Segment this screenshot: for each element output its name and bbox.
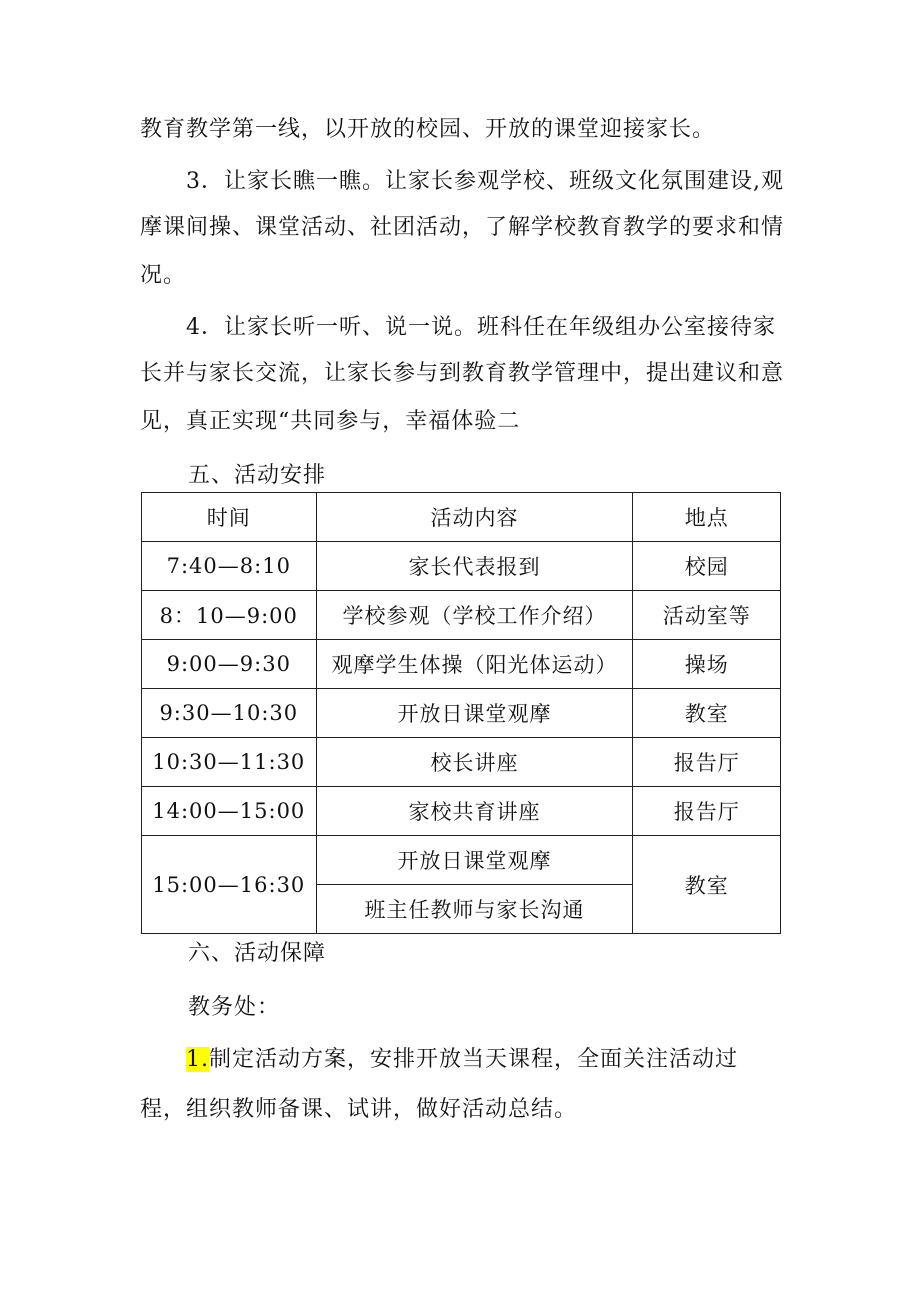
time-cell: 15:00—16:30 xyxy=(142,836,317,934)
table-row xyxy=(142,836,781,885)
time-cell: 9:30—10:30 xyxy=(142,689,317,738)
content-cell: 学校参观（学校工作介绍） xyxy=(316,591,633,640)
paragraph-line: 教育教学第一线，以开放的校园、开放的课堂迎接家长。 xyxy=(140,117,716,142)
content-cell: 开放日课堂观摩 xyxy=(316,836,633,885)
time-cell: 7:40—8:10 xyxy=(142,542,317,591)
place-cell: 报告厅 xyxy=(633,787,781,836)
table-row xyxy=(142,689,781,738)
time-cell: 14:00—15:00 xyxy=(142,787,317,836)
table-row xyxy=(142,591,781,640)
table-row xyxy=(142,738,781,787)
table-row xyxy=(142,542,781,591)
paragraph-line: 长并与家长交流，让家长参与到教育教学管理中，提出建议和意 xyxy=(140,361,785,386)
item-number: 1. xyxy=(186,1047,209,1072)
header-cell: 时间 xyxy=(142,493,317,542)
place-cell: 操场 xyxy=(633,640,781,689)
content-cell: 校长讲座 xyxy=(316,738,633,787)
paragraph-line: 况。 xyxy=(140,263,187,288)
header-cell: 地点 xyxy=(633,493,781,542)
paragraph-line: 程，组织教师备课、试讲，做好活动总结。 xyxy=(140,1097,578,1122)
time-cell: 8：10—9:00 xyxy=(142,591,317,640)
place-cell: 教室 xyxy=(633,836,781,934)
place-cell: 报告厅 xyxy=(633,738,781,787)
paragraph-line: 摩课间操、课堂活动、社团活动，了解学校教育教学的要求和情 xyxy=(140,215,785,240)
time-cell: 9:00—9:30 xyxy=(142,640,317,689)
table-header-row xyxy=(142,493,781,542)
time-cell: 10:30—11:30 xyxy=(142,738,317,787)
paragraph-line: 3．让家长瞧一瞧。让家长参观学校、班级文化氛围建设,观 xyxy=(186,169,784,194)
content-cell: 观摩学生体操（阳光体运动） xyxy=(316,640,633,689)
section-heading: 五、活动安排 xyxy=(188,463,327,488)
table-row xyxy=(142,640,781,689)
content-cell: 班主任教师与家长沟通 xyxy=(316,885,633,934)
list-item-line xyxy=(186,1046,846,1074)
header-cell: 活动内容 xyxy=(316,493,633,542)
content-cell: 家校共育讲座 xyxy=(316,787,633,836)
section-heading: 六、活动保障 xyxy=(188,941,327,966)
schedule-table xyxy=(141,492,781,934)
content-cell: 开放日课堂观摩 xyxy=(316,689,633,738)
content-cell: 家长代表报到 xyxy=(316,542,633,591)
paragraph-line: 见，真正实现“共同参与，幸福体验二 xyxy=(140,409,521,434)
subheading: 教务处： xyxy=(188,995,281,1020)
place-cell: 校园 xyxy=(633,542,781,591)
paragraph-line: 4．让家长听一听、说一说。班科任在年级组办公室接待家 xyxy=(186,315,776,340)
place-cell: 活动室等 xyxy=(633,591,781,640)
item-text: 制定活动方案，安排开放当天课程，全面关注活动过 xyxy=(209,1047,739,1072)
place-cell: 教室 xyxy=(633,689,781,738)
table-row xyxy=(142,787,781,836)
